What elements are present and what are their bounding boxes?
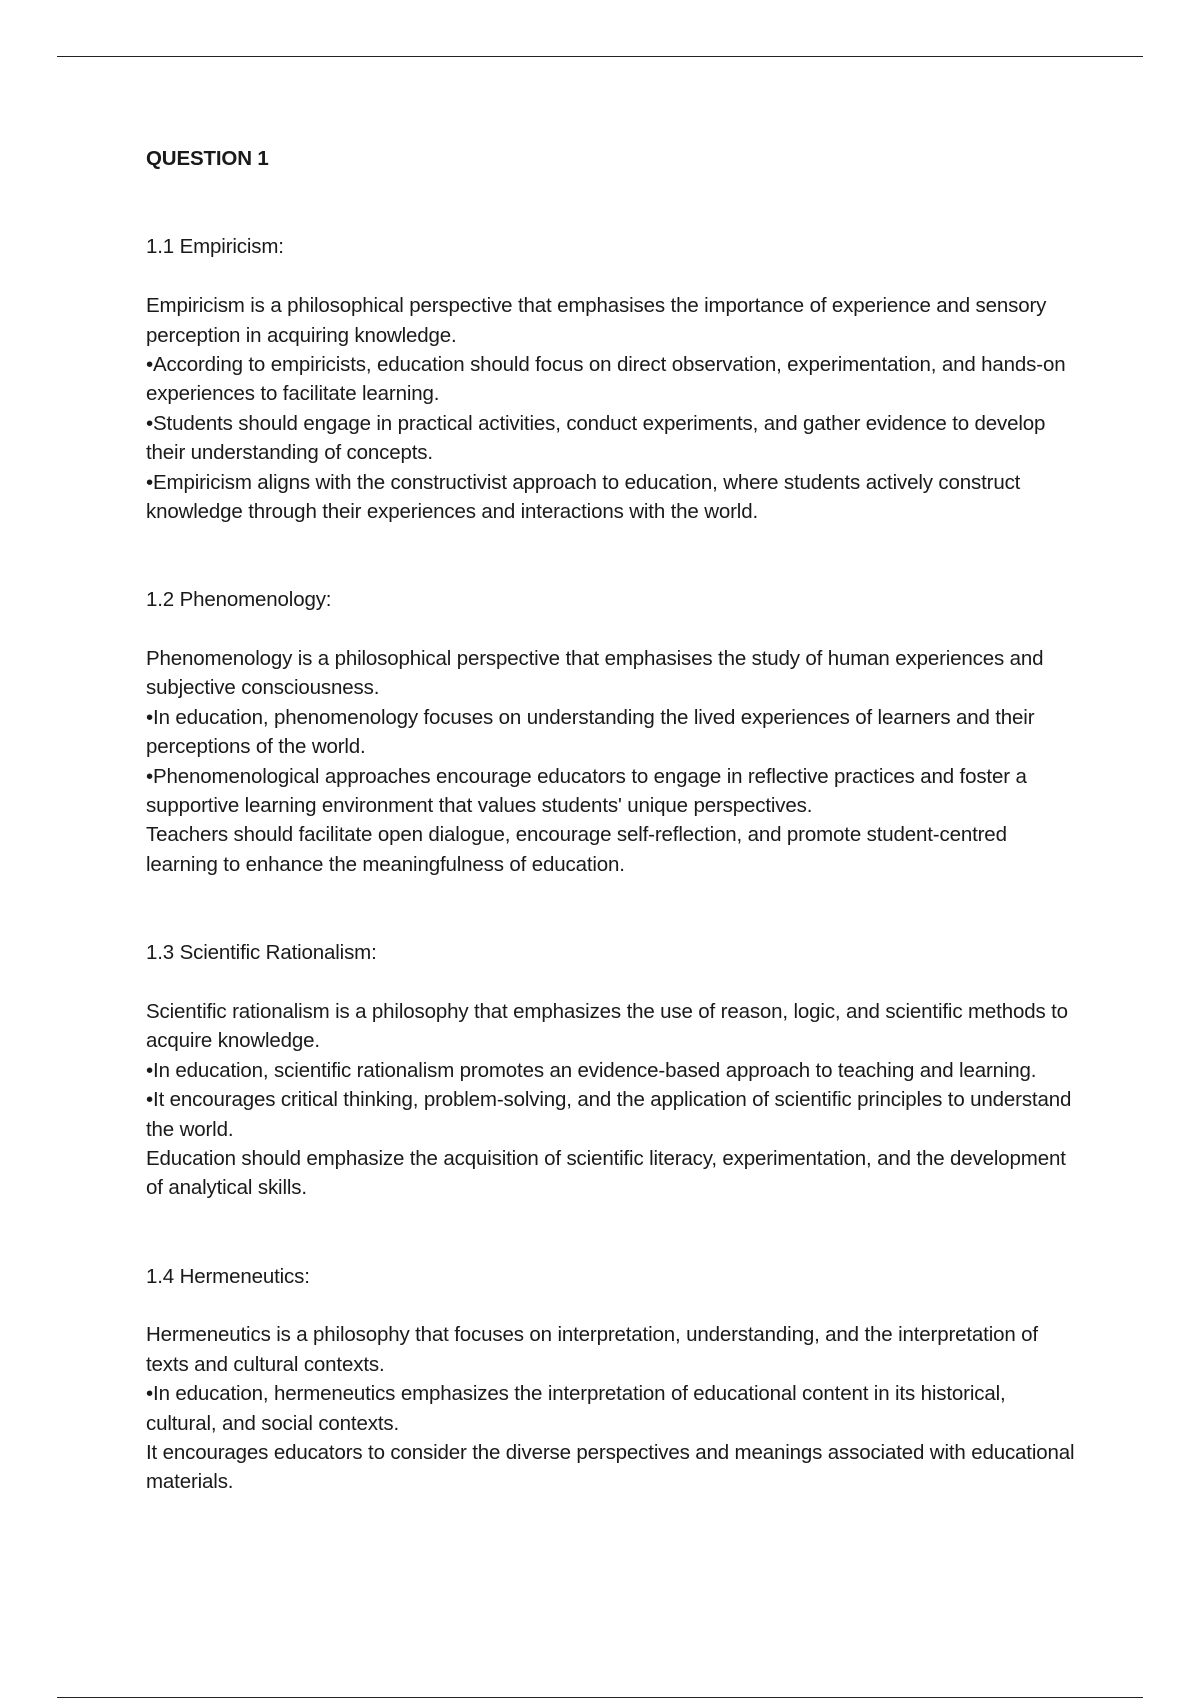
paragraph: Teachers should facilitate open dialogue, encourage self-reflection, and promote student-centred learning to enhance the meaningfulness of education. (146, 823, 1007, 876)
document-body (146, 144, 1076, 1497)
paragraph: Education should emphasize the acquisition of scientific literacy, experimentation, and the development of analytical skills. (146, 1146, 1066, 1200)
section-body (146, 291, 1076, 526)
question-title: QUESTION 1 (146, 147, 269, 170)
header-divider (57, 56, 1143, 57)
section-hermeneutics (146, 1262, 1076, 1497)
bullet-point: •In education, phenomenology focuses on understanding the lived experiences of learners and their perceptions of the world. (146, 705, 1035, 759)
section-heading: 1.4 Hermeneutics: (146, 1264, 310, 1288)
footer-divider (57, 1697, 1143, 1698)
section-empiricism (146, 232, 1076, 526)
paragraph: Phenomenology is a philosophical perspective that emphasises the study of human experiences and subjective consciousness. (146, 647, 1044, 700)
bullet-point: •Phenomenological approaches encourage educators to engage in reflective practices and foster a supportive learning environment that values students' unique perspectives. (146, 764, 1027, 818)
bullet-point: •In education, scientific rationalism promotes an evidence-based approach to teaching and learning. (146, 1058, 1037, 1082)
bullet-point: •It encourages critical thinking, problem-solving, and the application of scientific principles to understand the world. (146, 1088, 1072, 1141)
section-heading: 1.2 Phenomenology: (146, 588, 332, 612)
paragraph: It encourages educators to consider the diverse perspectives and meanings associated with educational materials. (146, 1440, 1075, 1494)
section-body (146, 644, 1076, 879)
paragraph: Empiricism is a philosophical perspective that emphasises the importance of experience and sensory perception in acquiring knowledge. (146, 294, 1047, 347)
bullet-point: •Students should engage in practical activities, conduct experiments, and gather evidence to develop their understanding of concepts. (146, 411, 1046, 465)
paragraph: Hermeneutics is a philosophy that focuses on interpretation, understanding, and the interpretation of texts and cultural contexts. (146, 1323, 1038, 1376)
bullet-point: •According to empiricists, education should focus on direct observation, experimentation, and hands-on experiences to facilitate learning. (146, 353, 1066, 406)
section-phenomenology (146, 585, 1076, 879)
section-heading: 1.3 Scientific Rationalism: (146, 941, 377, 965)
section-heading: 1.1 Empiricism: (146, 235, 284, 259)
bullet-point: •In education, hermeneutics emphasizes the interpretation of educational content in its historical, cultural, and social contexts. (146, 1382, 1006, 1435)
section-body (146, 1320, 1076, 1496)
section-scientific-rationalism (146, 938, 1076, 1203)
paragraph: Scientific rationalism is a philosophy that emphasizes the use of reason, logic, and scientific methods to acquire knowledge. (146, 999, 1068, 1053)
section-body (146, 997, 1076, 1203)
bullet-point: •Empiricism aligns with the constructivist approach to education, where students actively construct knowledge through their experiences and interactions with the world. (146, 470, 1021, 524)
